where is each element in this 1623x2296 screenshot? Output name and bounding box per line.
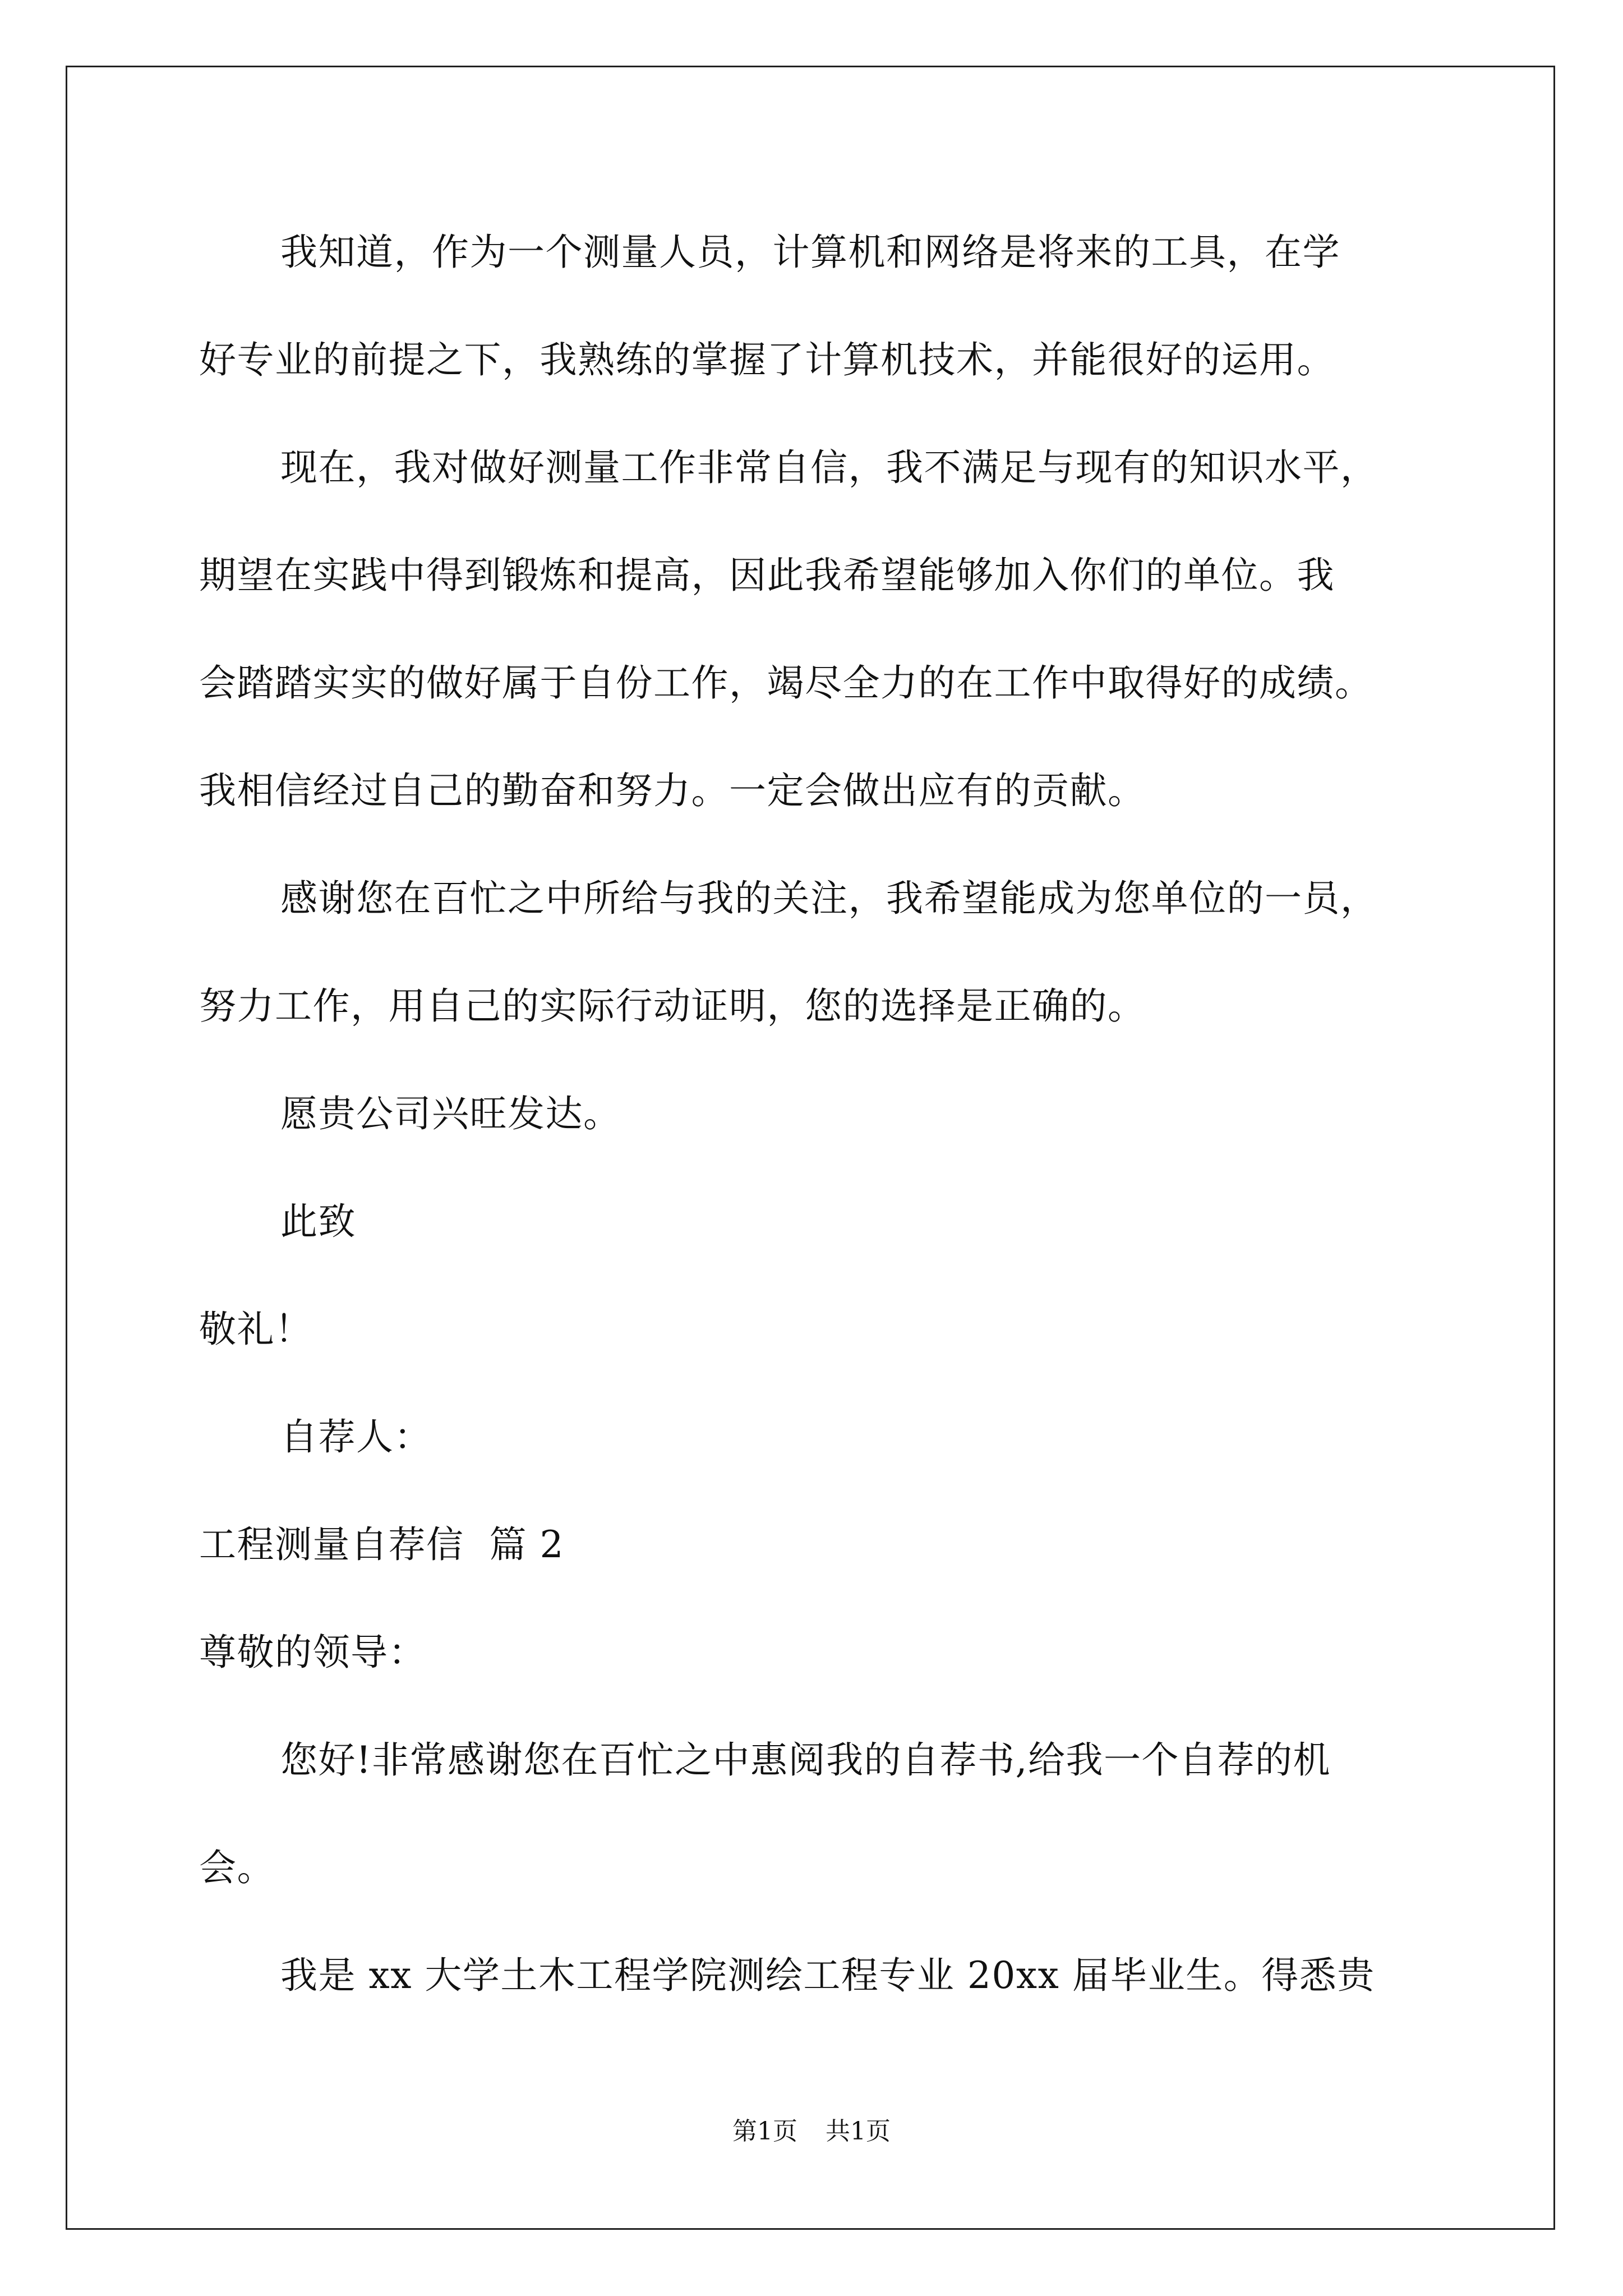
document-body <box>199 222 1422 2053</box>
paragraph-line: 好专业的前提之下，我熟练的掌握了计算机技术，并能很好的运用。 <box>199 338 1335 381</box>
signature-label: 自荐人： <box>280 1415 432 1458</box>
paragraph-line: 会。 <box>199 1846 275 1889</box>
paragraph-line: 感谢您在百忙之中所给与我的关注，我希望能成为您单位的一员， <box>280 877 1378 920</box>
section-heading: 工程测量自荐信 篇 2 <box>199 1523 564 1566</box>
closing-wish: 愿贵公司兴旺发达。 <box>280 1092 621 1135</box>
page-footer <box>0 2115 1623 2148</box>
paragraph-line: 现在，我对做好测量工作非常自信，我不满足与现有的知识水平， <box>280 446 1378 489</box>
closing-salutation: 此致 <box>280 1200 356 1243</box>
page-total: 共1页 <box>826 2117 891 2146</box>
greeting: 尊敬的领导： <box>199 1631 426 1674</box>
paragraph-line: 努力工作，用自己的实际行动证明，您的选择是正确的。 <box>199 984 1146 1028</box>
paragraph-line: 会踏踏实实的做好属于自份工作，竭尽全力的在工作中取得好的成绩。 <box>199 661 1373 705</box>
paragraph-line: 期望在实践中得到锻炼和提高，因此我希望能够加入你们的单位。我 <box>199 554 1335 597</box>
paragraph-line: 我是 xx 大学土木工程学院测绘工程专业 20xx 届毕业生。得悉贵 <box>280 1954 1375 1997</box>
paragraph-line: 我知道，作为一个测量人员，计算机和网络是将来的工具，在学 <box>280 231 1340 274</box>
paragraph-line: 我相信经过自己的勤奋和努力。一定会做出应有的贡献。 <box>199 769 1146 812</box>
page-number: 第1页 <box>732 2117 797 2146</box>
paragraph-line: 您好!非常感谢您在百忙之中惠阅我的自荐书,给我一个自荐的机 <box>280 1738 1331 1782</box>
closing-regards: 敬礼！ <box>199 1308 313 1351</box>
